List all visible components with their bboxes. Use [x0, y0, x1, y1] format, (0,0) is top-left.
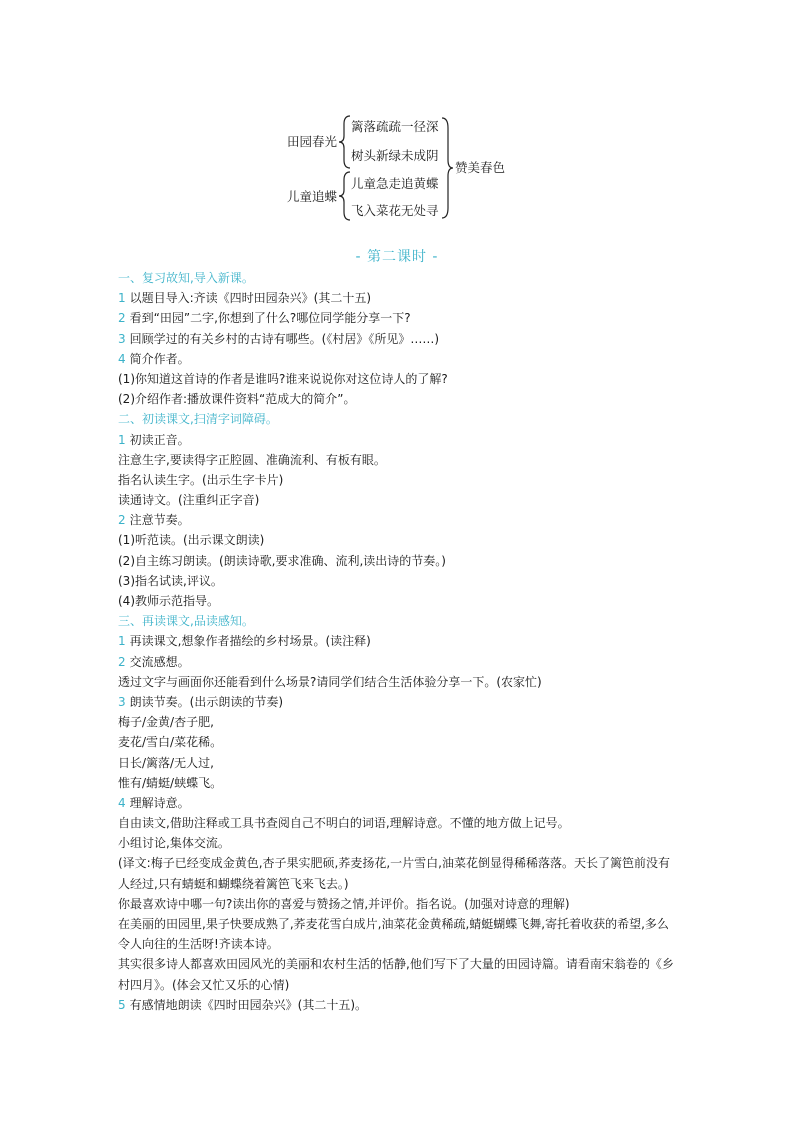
numbered-step — [118, 430, 678, 450]
text-line: 自由读文,借助注释或工具书查阅自己不明白的词语,理解诗意。不懂的地方做上记号。 — [118, 816, 570, 831]
right-brace — [440, 116, 454, 220]
diagram-label-children: 儿童追蝶 — [287, 189, 338, 204]
diagram-summary: 赞美春色 — [455, 160, 506, 175]
text-line: 小组讨论,集体交流。 — [118, 836, 230, 851]
numbered-step — [118, 349, 678, 369]
step-number: 1 — [118, 432, 126, 447]
text-line: 麦花/雪白/菜花稀。 — [118, 735, 223, 750]
numbered-step — [118, 793, 678, 813]
diagram-label-countryside: 田园春光 — [287, 134, 338, 149]
step-number: 5 — [118, 997, 126, 1012]
step-text: 初读正音。 — [129, 432, 190, 447]
text-line: (2)自主练习朗读。(朗读诗歌,要求准确、流利,读出诗的节奏。) — [118, 553, 446, 568]
diagram-line-2: 树头新绿未成阴 — [351, 148, 439, 163]
diagram-line-4: 飞入菜花无处寻 — [351, 203, 439, 218]
paragraph: (译文:梅子已经变成金黄色,杏子果实肥硕,荞麦扬花,一片雪白,油菜花倒显得稀稀落落。天长了篱笆前没有人经过,只有蜻蜓和蝴蝶绕着篱笆飞来飞去。) — [118, 856, 670, 891]
numbered-step — [118, 652, 678, 672]
left-brace-bottom — [338, 170, 352, 222]
text-line: (2)介绍作者:播放课件资料“范成大的简介”。 — [118, 392, 356, 407]
text-line: (4)教师示范指导。 — [118, 594, 219, 608]
step-number: 4 — [118, 351, 126, 366]
step-number: 3 — [118, 694, 126, 709]
text-line: 透过文字与画面你还能看到什么场景?请同学们结合生活体验分享一下。(农家忙) — [118, 674, 542, 689]
lesson-body — [118, 268, 678, 1015]
text-line: 梅子/金黄/杏子肥, — [118, 715, 214, 730]
step-text: 有感情地朗读《四时田园杂兴》(其二十五)。 — [129, 997, 368, 1012]
step-text: 看到“田园”二字,你想到了什么?哪位同学能分享一下? — [129, 311, 411, 326]
section-heading: 一、复习故知,导入新课。 — [118, 271, 254, 285]
numbered-step — [118, 329, 678, 349]
step-text: 朗读节奏。(出示朗读的节奏) — [129, 694, 284, 709]
step-text: 简介作者。 — [129, 351, 190, 366]
numbered-step — [118, 510, 678, 530]
diagram-line-3: 儿童急走追黄蝶 — [351, 176, 439, 191]
step-text: 再读课文,想象作者描绘的乡村场景。(读注释) — [129, 634, 371, 649]
text-line: 注意生字,要读得字正腔圆、准确流利、有板有眼。 — [118, 452, 386, 467]
text-line: 惟有/蜻蜓/蛱蝶飞。 — [118, 775, 223, 790]
step-text: 以题目导入:齐读《四时田园杂兴》(其二十五) — [129, 291, 372, 306]
step-text: 注意节奏。 — [129, 513, 190, 528]
text-line: (3)指名试读,评议。 — [118, 573, 223, 588]
text-line: 指名认读生字。(出示生字卡片) — [118, 472, 284, 487]
step-number: 1 — [118, 634, 126, 649]
paragraph: 其实很多诗人都喜欢田园风光的美丽和农村生活的恬静,他们写下了大量的田园诗篇。请看南宋翁卷的《乡村四月》。(体会又忙又乐的心情) — [118, 957, 674, 992]
step-text: 回顾学过的有关乡村的古诗有哪些。(《村居》《所见》……) — [129, 331, 440, 346]
step-text: 交流感想。 — [129, 654, 190, 669]
step-text: 理解诗意。 — [129, 795, 190, 810]
text-line: (1)你知道这首诗的作者是谁吗?谁来说说你对这位诗人的了解? — [118, 371, 448, 386]
step-number: 4 — [118, 795, 126, 810]
text-line: (1)听范读。(出示课文朗读) — [118, 533, 265, 548]
numbered-step — [118, 995, 678, 1015]
numbered-step — [118, 631, 678, 651]
structure-diagram — [0, 0, 794, 240]
left-brace-top — [338, 114, 352, 170]
text-line: 日长/篱落/无人过, — [118, 755, 214, 770]
step-number: 1 — [118, 291, 126, 306]
numbered-step — [118, 692, 678, 712]
section-heading: 二、初读课文,扫清字词障碍。 — [118, 412, 278, 427]
text-line: 读通诗文。(注重纠正字音) — [118, 493, 260, 508]
step-number: 2 — [118, 513, 126, 528]
step-number: 2 — [118, 311, 126, 326]
numbered-step — [118, 308, 678, 328]
step-number: 2 — [118, 654, 126, 669]
diagram-line-1: 篱落疏疏一径深 — [351, 119, 439, 134]
numbered-step — [118, 288, 678, 308]
section-heading: 三、再读课文,品读感知。 — [118, 614, 254, 629]
text-line: 你最喜欢诗中哪一句?读出你的喜爱与赞扬之情,并评价。指名说。(加强对诗意的理解) — [118, 896, 570, 911]
lesson-title: - 第二课时 - — [355, 249, 439, 265]
step-number: 3 — [118, 331, 126, 346]
paragraph: 在美丽的田园里,果子快要成熟了,荞麦花雪白成片,油菜花金黄稀疏,蜻蜓蝴蝶飞舞,寄托着收获的希望,多么令人向往的生活呀!齐读本诗。 — [118, 917, 669, 952]
